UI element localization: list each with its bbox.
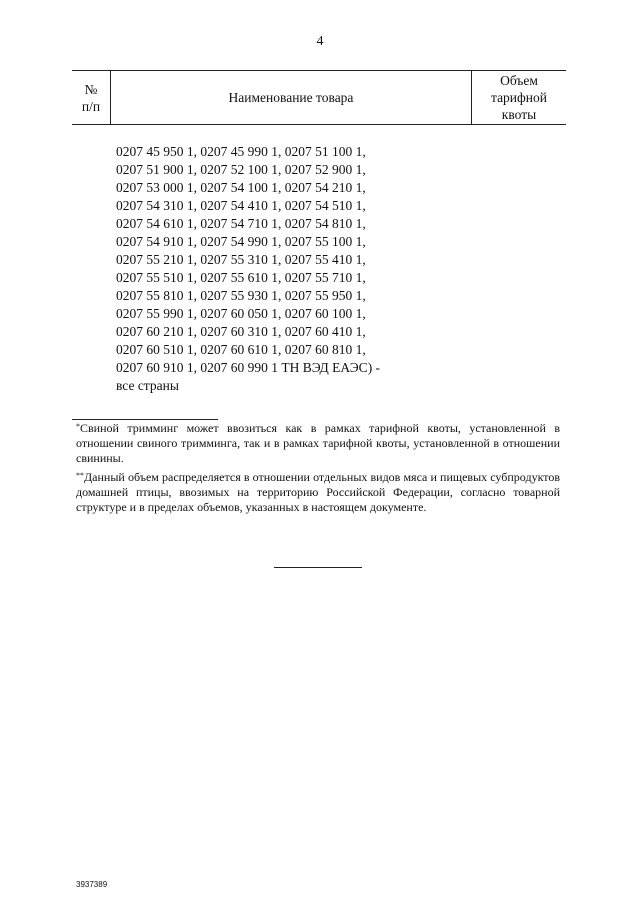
footnotes: [76, 421, 560, 519]
footnote-1: [76, 421, 560, 466]
footnote-2: [76, 470, 560, 515]
footnote-divider: [72, 419, 218, 420]
code-line: 0207 60 910 1, 0207 60 990 1 ТН ВЭД ЕАЭС) -: [116, 360, 381, 375]
code-line: 0207 51 900 1, 0207 52 100 1, 0207 52 900 1,: [116, 162, 366, 177]
page-number: 4: [316, 34, 324, 49]
code-line: 0207 60 210 1, 0207 60 310 1, 0207 60 410 1,: [116, 324, 366, 339]
header-volume-line: Объем: [500, 73, 538, 88]
product-codes: [116, 143, 416, 395]
code-line: 0207 54 310 1, 0207 54 410 1, 0207 54 510 1,: [116, 198, 366, 213]
header-cell-volume: [472, 71, 566, 124]
code-line: 0207 53 000 1, 0207 54 100 1, 0207 54 210 1,: [116, 180, 366, 195]
code-line: все страны: [116, 378, 179, 393]
header-cell-name: [111, 71, 472, 124]
header-volume-line: тарифной: [491, 90, 547, 105]
header-number-abbr: п/п: [81, 98, 101, 114]
code-line: 0207 55 990 1, 0207 60 050 1, 0207 60 100 1,: [116, 306, 366, 321]
code-line: 0207 60 510 1, 0207 60 610 1, 0207 60 810 1,: [116, 342, 366, 357]
footnote-mark: *: [76, 422, 80, 431]
code-line: 0207 54 910 1, 0207 54 990 1, 0207 55 100 1,: [116, 234, 366, 249]
document-id: 3937389: [76, 880, 108, 889]
table-header: [72, 70, 566, 125]
code-line: 0207 45 950 1, 0207 45 990 1, 0207 51 100 1,: [116, 144, 366, 159]
code-line: 0207 55 510 1, 0207 55 610 1, 0207 55 710 1,: [116, 270, 366, 285]
footnote-text: Данный объем распределяется в отношении отдельных видов мяса и пищевых субпродуктов домашней птицы, ввозимых на территорию Российской Федерации, согласно товарной структуре и в пределах объемов, указанных в настоящем документе.: [76, 470, 560, 514]
header-number-sign: №: [84, 81, 98, 97]
header-volume-line: квоты: [501, 107, 537, 122]
end-divider: [274, 567, 362, 568]
header-cell-number: [72, 71, 111, 124]
code-line: 0207 55 810 1, 0207 55 930 1, 0207 55 950 1,: [116, 288, 366, 303]
footnote-text: Свиной тримминг может ввозиться как в рамках тарифной квоты, установленной в отношении свиного тримминга, так и в рамках тарифной квоты, установленной в отношении свинины.: [76, 421, 560, 465]
header-name-label: Наименование товара: [228, 89, 354, 105]
code-line: 0207 55 210 1, 0207 55 310 1, 0207 55 410 1,: [116, 252, 366, 267]
footnote-mark: **: [76, 471, 84, 480]
code-line: 0207 54 610 1, 0207 54 710 1, 0207 54 810 1,: [116, 216, 366, 231]
